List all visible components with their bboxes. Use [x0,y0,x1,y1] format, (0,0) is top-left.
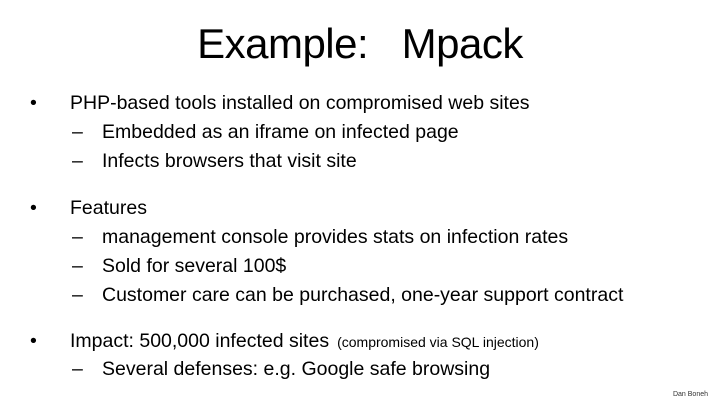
sub-bullet-item [72,119,459,145]
sub-bullet-text: management console provides stats on infection rates [102,226,569,248]
bullet-text: PHP-based tools installed on compromised web sites [70,92,530,114]
footer-author: Dan Boneh [672,391,708,398]
sub-bullet-text: Customer care can be purchased, one-year support contract [102,284,624,306]
bullet-item [30,328,539,355]
bullet-item [30,90,530,116]
slide-title: Example: Mpack [197,20,523,67]
bullet-item [30,195,147,221]
bullet-text: Features [70,197,147,219]
sub-bullet-item [72,282,623,308]
bullet-icon: • [30,197,37,219]
bullet-icon: • [30,330,37,352]
dash-icon: – [72,150,83,172]
dash-icon: – [72,121,83,143]
bullet-text: Impact: 500,000 infected sites [70,330,330,352]
sub-bullet-item [72,148,357,174]
sub-bullet-item [72,224,568,250]
bullet-note: (compromised via SQL injection) [337,334,539,350]
dash-icon: – [72,255,83,277]
sub-bullet-item [72,356,490,382]
bullet-icon: • [30,92,37,114]
dash-icon: – [72,358,83,380]
sub-bullet-text: Sold for several 100$ [102,255,287,277]
sub-bullet-item [72,253,286,279]
sub-bullet-text: Infects browsers that visit site [102,150,357,172]
dash-icon: – [72,284,83,306]
dash-icon: – [72,226,83,248]
sub-bullet-text: Embedded as an iframe on infected page [102,121,459,143]
sub-bullet-text: Several defenses: e.g. Google safe browsing [102,358,491,380]
